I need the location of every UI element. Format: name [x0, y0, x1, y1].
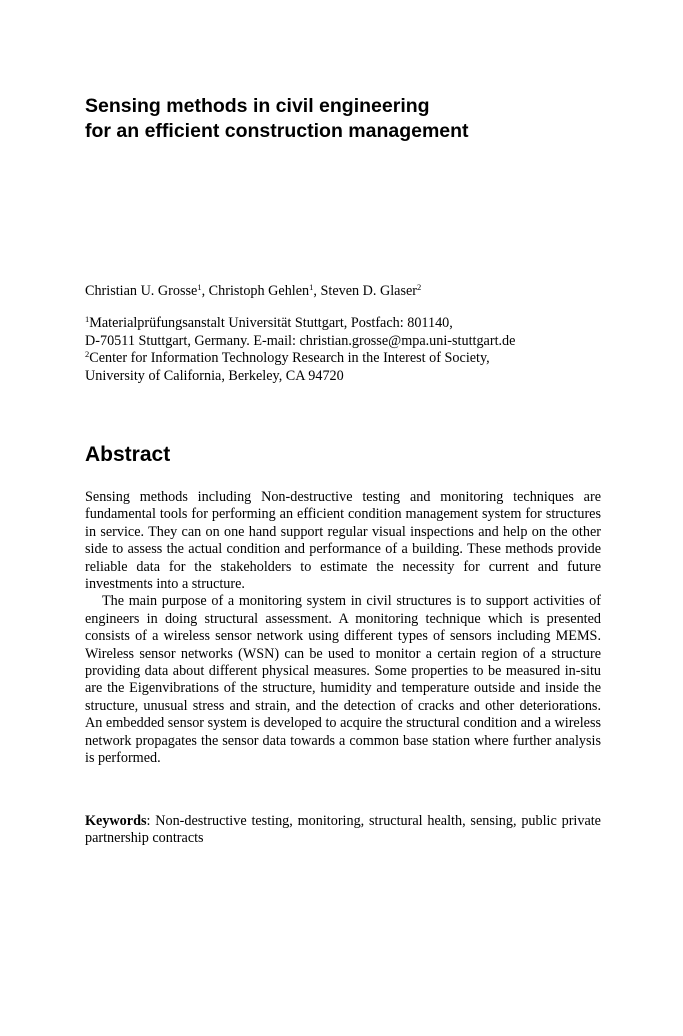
paper-title — [85, 94, 625, 144]
affiliation-marker: 2 — [85, 349, 90, 359]
author-name: Steven D. Glaser — [320, 283, 418, 299]
affiliation-marker: 1 — [85, 314, 90, 324]
keywords-text: Non-destructive testing, monitoring, structural health, sensing, public private partnership contracts — [85, 813, 601, 847]
abstract-body — [85, 489, 601, 768]
author-affiliation-marker: 1 — [309, 282, 314, 292]
author-affiliation-marker: 2 — [417, 282, 422, 292]
author-separator: , — [313, 283, 321, 299]
author-affiliation-marker: 1 — [197, 282, 202, 292]
title-line-1: Sensing methods in civil engineering — [85, 95, 430, 117]
affiliation-2-line-1: $^2$Center for Information Technology Research in the Interest of Society, — [85, 349, 490, 366]
affiliation-1-line-2: D-70511 Stuttgart, Germany. E-mail: christian.grosse@mpa.uni-stuttgart.de — [85, 332, 516, 349]
author-name: Christoph Gehlen — [208, 283, 310, 299]
keywords-label: Keywords — [85, 813, 147, 829]
abstract-heading: Abstract — [85, 443, 171, 466]
author-name: Christian U. Grosse — [85, 283, 198, 299]
author-list — [85, 282, 605, 300]
affiliation-1-line-1: $^1$Materialprüfungsanstalt Universität Stuttgart, Postfach: 801140, — [85, 314, 453, 331]
affiliations — [85, 315, 605, 385]
keywords — [85, 813, 601, 848]
abstract-paragraph-1: Sensing methods including Non-destructive testing and monitoring techniques are fundamental tools for performing an efficient condition management system for structures in service. They can on one hand support regular visual inspections and help on the other side to assess the actual condition and performance of a building. These methods provide reliable data for the stakeholders to estimate the necessity for current and future investments into a structure. — [85, 489, 601, 593]
affiliation-2-line-2: University of California, Berkeley, CA 94720 — [85, 367, 344, 384]
title-line-2: for an efficient construction management — [85, 120, 469, 142]
author-separator: , — [201, 283, 209, 299]
abstract-paragraph-2: The main purpose of a monitoring system in civil structures is to support activities of engineers in doing structural assessment. A monitoring technique which is presented consists of a wireless sensor network using different types of sensors including MEMS. Wireless sensor networks (WSN) can be used to monitor a certain region of a structure providing data about different physical measures. Some properties to be measured in-situ are the Eigenvibrations of the structure, humidity and temperature outside and inside the structure, unusual stress and strain, and the detection of cracks and other deteriorations. An embedded sensor system is developed to acquire the structural condition and a wireless network propagates the sensor data towards a common base station where further analysis is performed. — [85, 593, 601, 767]
keywords-separator: : — [146, 813, 156, 829]
